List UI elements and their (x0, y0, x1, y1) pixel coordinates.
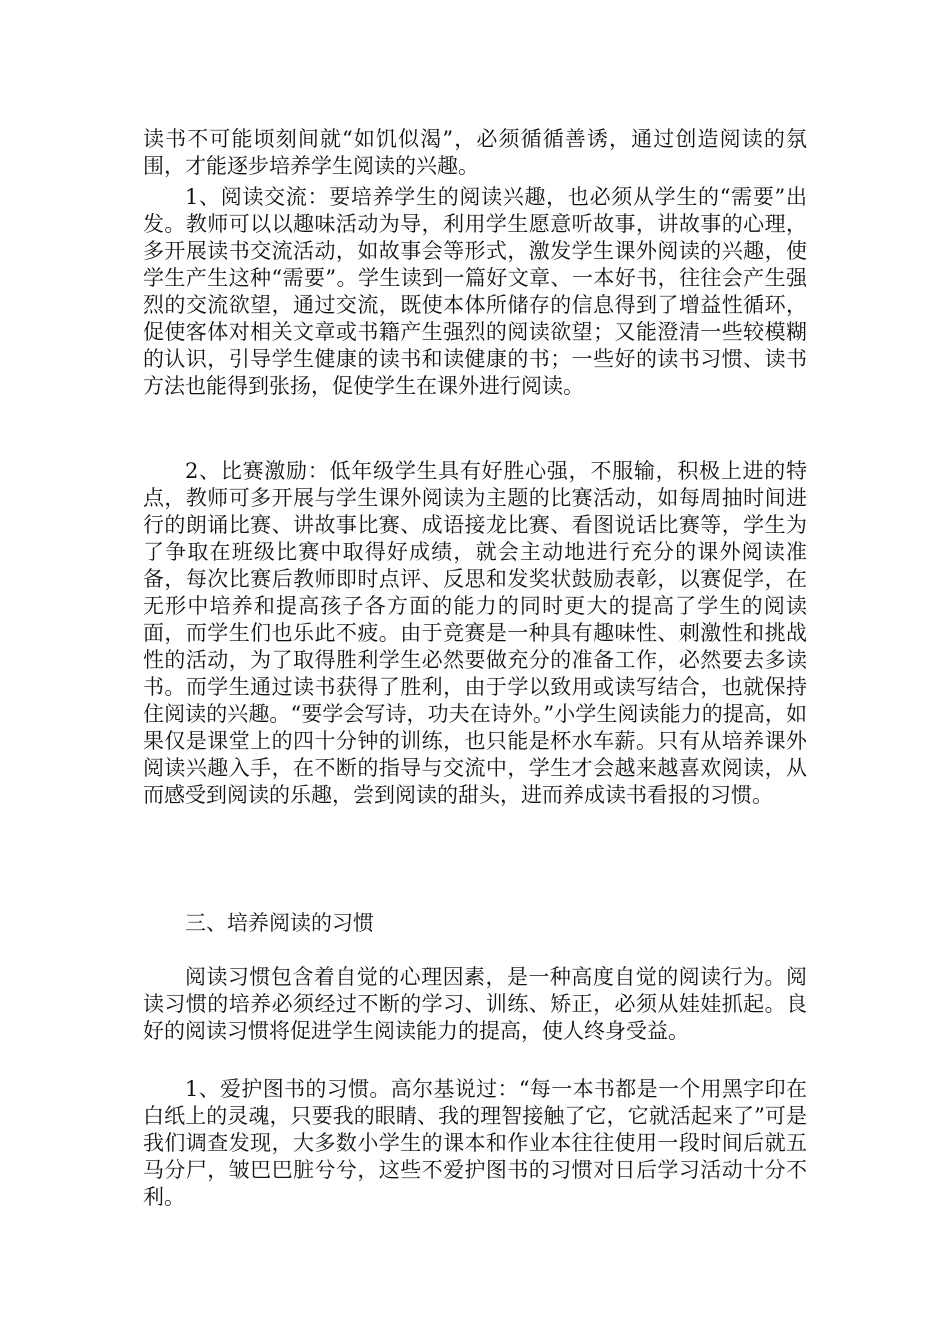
section-heading-reading-habits: 三、培养阅读的习惯 (185, 911, 374, 935)
paragraph-book-care: 1、爱护图书的习惯。高尔基说过：“每一本书都是一个用黑字印在白纸上的灵魂，只要我的眼睛、我的理智接触了它，它就活起来了”可是我们调查发现，大多数小学生的课本和作业本往往使用一段时间后就五马分尸，皱巴巴脏兮兮，这些不爱护图书的习惯对日后学习活动十分不利。 (143, 1077, 807, 1209)
paragraph-intro: 读书不可能顷刻间就“如饥似渴”，必须循循善诱，通过创造阅读的氛围，才能逐步培养学生阅读的兴趣。 (143, 127, 807, 178)
paragraph-habit-intro: 阅读习惯包含着自觉的心理因素，是一种高度自觉的阅读行为。阅读习惯的培养必须经过不断的学习、训练、矫正，必须从娃娃抓起。良好的阅读习惯将促进学生阅读能力的提高，使人终身受益。 (143, 965, 807, 1043)
paragraph-competition: 2、比赛激励：低年级学生具有好胜心强，不服输，积极上进的特点，教师可多开展与学生课外阅读为主题的比赛活动，如每周抽时间进行的朗诵比赛、讲故事比赛、成语接龙比赛、看图说话比赛等，学生为了争取在班级比赛中取得好成绩，就会主动地进行充分的课外阅读准备，每次比赛后教师即时点评、反思和发奖状鼓励表彰，以赛促学，在无形中培养和提高孩子各方面的能力的同时更大的提高了学生的阅读面，而学生们也乐此不疲。由于竞赛是一种具有趣味性、刺激性和挑战性的活动，为了取得胜利学生必然要做充分的准备工作，必然要去多读书。而学生通过读书获得了胜利，由于学以致用或读写结合，也就保持住阅读的兴趣。“要学会写诗，功夫在诗外。”小学生阅读能力的提高，如果仅是课堂上的四十分钟的训练，也只能是杯水车薪。只有从培养课外阅读兴趣入手，在不断的指导与交流中，学生才会越来越喜欢阅读，从而感受到阅读的乐趣，尝到阅读的甜头，进而养成读书看报的习惯。 (143, 459, 807, 807)
paragraph-reading-exchange: 1、阅读交流：要培养学生的阅读兴趣，也必须从学生的“需要”出发。教师可以以趣味活动为导，利用学生愿意听故事，讲故事的心理，多开展读书交流活动，如故事会等形式，激发学生课外阅读的兴趣，使学生产生这种“需要”。学生读到一篇好文章、一本好书，往往会产生强烈的交流欲望，通过交流，既使本体所储存的信息得到了增益性循环，促使客体对相关文章或书籍产生强烈的阅读欲望；又能澄清一些较模糊的认识，引导学生健康的读书和读健康的书；一些好的读书习惯、读书方法也能得到张扬，促使学生在课外进行阅读。 (143, 185, 807, 398)
